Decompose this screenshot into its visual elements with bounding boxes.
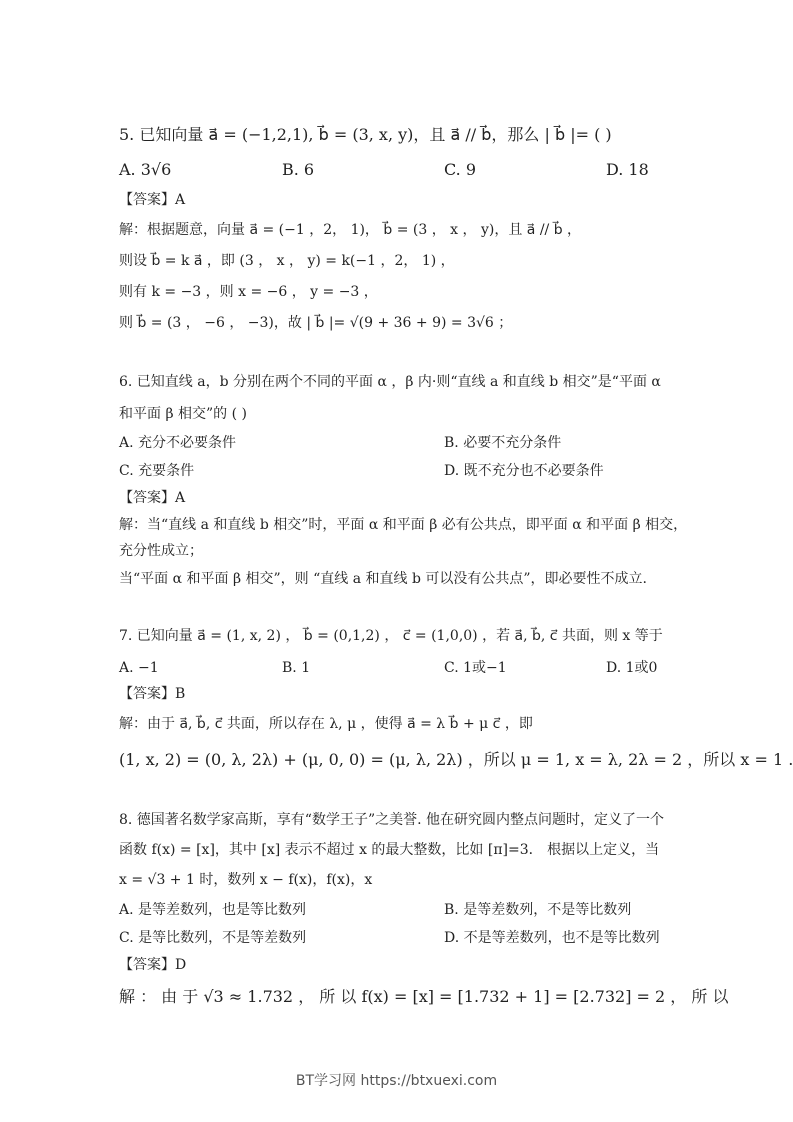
q6-stem-line: 6. 已知直线 a，b 分别在两个不同的平面 α ，β 内·则“直线 a 和直线 b 相交”是“平面 α	[119, 374, 661, 390]
q5-solution-line: 则设 b⃗ = k a⃗ ，即 (3 ， x ， y) = k(−1 ，2， 1) ，	[119, 253, 455, 269]
q6-solution-line: 解：当“直线 a 和直线 b 相交”时，平面 α 和平面 β 必有公共点，即平面 α 和平面 β 相交，	[119, 517, 688, 533]
q5-option-d: D. 18	[606, 160, 649, 179]
q7-answer: 【答案】B	[119, 686, 186, 702]
q5-option-b: B. 6	[282, 160, 315, 179]
q7-solution-line: 解：由于 a⃗, b⃗, c⃗ 共面，所以存在 λ, μ ，使得 a⃗ = λ b⃗ + μ c⃗ ，即	[119, 716, 533, 732]
q8-answer: 【答案】D	[119, 957, 187, 973]
q8-option-d: D. 不是等差数列，也不是等比数列	[444, 930, 660, 946]
q5-option-a: A. 3√6	[119, 160, 172, 179]
q7-option-a: A. −1	[119, 660, 159, 676]
q7-option-c: C. 1或−1	[444, 660, 507, 676]
q6-option-a: A. 充分不必要条件	[119, 435, 237, 451]
q8-option-a: A. 是等差数列，也是等比数列	[119, 902, 307, 918]
q7-option-b: B. 1	[282, 660, 311, 676]
q8-stem-line: x = √3 + 1 时，数列 x − f(x)，f(x)，x	[119, 872, 373, 888]
q8-stem-line: 函数 f(x) = [x]，其中 [x] 表示不超过 x 的最大整数，比如 [π]=3． 根据以上定义，当	[119, 842, 660, 858]
q7-solution-line: (1, x, 2) = (0, λ, 2λ) + (μ, 0, 0) = (μ, λ, 2λ) ，所以 μ = 1, x = λ, 2λ = 2 ，所以 x = 1 .	[119, 750, 793, 769]
q7-stem: 7. 已知向量 a⃗ = (1, x, 2) ， b⃗ = (0,1,2) ， c⃗ = (1,0,0) ，若 a⃗, b⃗, c⃗ 共面，则 x 等于	[119, 628, 663, 644]
q5-stem: 5. 已知向量 a⃗ = (−1,2,1), b⃗ = (3, x, y)，且 a⃗ // b⃗，那么 | b⃗ |= ( )	[119, 125, 612, 144]
q8-option-b: B. 是等差数列，不是等比数列	[444, 902, 632, 918]
q6-option-c: C. 充要条件	[119, 463, 195, 479]
q5-solution-line: 则 b⃗ = (3 ， −6 ， −3)，故 | b⃗ |= √(9 + 36 + 9) = 3√6 ；	[119, 315, 513, 331]
q5-option-c: C. 9	[444, 160, 477, 179]
q6-stem-line: 和平面 β 相交”的 ( )	[119, 406, 247, 422]
q6-option-b: B. 必要不充分条件	[444, 435, 562, 451]
q8-stem-line: 8. 德国著名数学家高斯，享有“数学王子”之美誉. 他在研究圆内整点问题时，定义了一个	[119, 812, 665, 828]
q7-option-d: D. 1或0	[606, 660, 658, 676]
q8-solution-line: 解 ： 由 于 √3 ≈ 1.732 ， 所 以 f(x) = [x] = [1.732 + 1] = [2.732] = 2 ， 所 以	[119, 987, 729, 1006]
q5-solution-line: 解：根据题意，向量 a⃗ = (−1 ，2， 1)， b⃗ = (3 ， x ， y)，且 a⃗ // b⃗ ，	[119, 222, 582, 238]
q5-solution-line: 则有 k = −3 ，则 x = −6 ， y = −3 ，	[119, 284, 378, 300]
q6-solution-line: 充分性成立；	[119, 543, 203, 559]
q6-option-d: D. 既不充分也不必要条件	[444, 463, 604, 479]
q6-answer: 【答案】A	[119, 490, 186, 506]
footer-watermark: BT学习网 https://btxuexi.com	[295, 1073, 498, 1089]
q8-option-c: C. 是等比数列，不是等差数列	[119, 930, 307, 946]
q6-solution-line: 当“平面 α 和平面 β 相交”，则 “直线 a 和直线 b 可以没有公共点”，即必要性不成立.	[119, 571, 647, 587]
q5-answer: 【答案】A	[119, 192, 186, 208]
